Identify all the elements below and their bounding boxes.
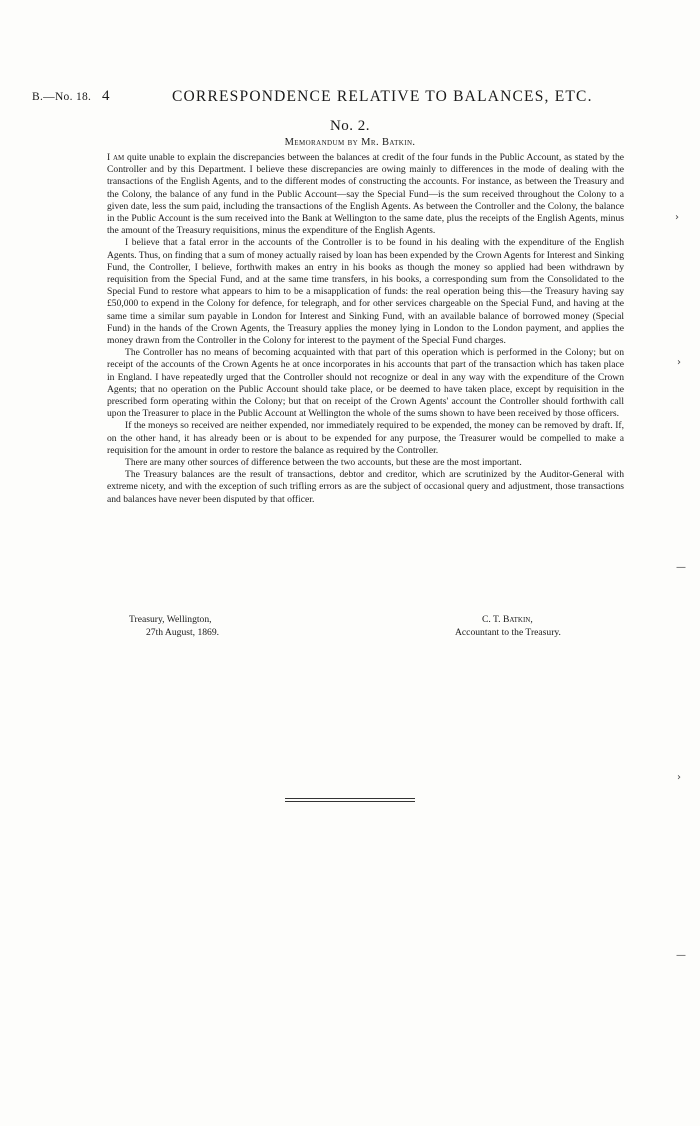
paragraph-1 xyxy=(107,152,624,237)
margin-mark: — xyxy=(676,562,686,573)
paragraph-6: The Treasury balances are the result of transactions, debtor and creditor, which are scrutinized by the Auditor-General with extreme nicety, and with the exception of such trifling errors as are the subject of occasional query and adjustment, those transactions and balances have never been disputed by that officer. xyxy=(107,469,624,505)
paper-reference: B.—No. 18. xyxy=(32,91,92,103)
paragraph-2: I believe that a fatal error in the accounts of the Controller is to be found in his dealing with the expenditure of the English Agents. Thus, on finding that a sum of money actually raised by loan has been expended by the Crown Agents for Interest and Sinking Fund, the Controller, I believe, forthwith makes an entry in his books as though the money so applied had been withdrawn by requisition from the Special Fund, and at the same time transfers, in his books, a corresponding sum from the Consolidated to the Special Fund to restore what appears to him to be a misapplication of funds: the real operation being this—the Treasury having say £50,000 to expend in the Colony for defence, for telegraph, and for other services chargeable on the Special Fund, and having at the same time a similar sum payable in London for Interest and Sinking Fund, with an available balance of borrowed money (Special Fund) in the hands of the Crown Agents, the Treasury applies the money lying in London to the London payment, and applies the money drawn from the Controller in the Colony for interest to the payment of the Special Fund charges. xyxy=(107,237,624,347)
signature-name: C. T. Batkin, xyxy=(482,614,533,625)
paragraph-lead: I am xyxy=(107,152,125,163)
paragraph-5: There are many other sources of difference between the two accounts, but these are the most important. xyxy=(125,457,522,469)
margin-mark: — xyxy=(676,950,686,961)
paragraph-text: quite unable to explain the discrepancies between the balances at credit of the four funds in the Public Account, as stated by the Controller and by this Department. I believe these discrepancies are owing mainly to differences in the mode of dealing with the transactions of the English Agents, and to the different modes of constructing the accounts. For instance, as between the Treasury and the Colony, the balance of any fund in the Public Account—say the Special Fund—is the sum received throughout the Colony to a given date, less the sum paid, including the transactions of the English Agents. As between the Controller and the Colony, the balance in the Public Account is the sum received into the Bank at Wellington to the same date, plus the receipts of the English Agents, minus the amount of the Treasury requisitions, minus the expenditure of the English Agents. xyxy=(107,152,624,237)
margin-mark: › xyxy=(675,212,679,223)
signature-date: 27th August, 1869. xyxy=(146,627,220,638)
paragraph-4: If the moneys so received are neither expended, nor immediately required to be expended, the money can be removed by draft. If, on the other hand, it has already been or is about to be expended for any purpose, the Treasurer would be compelled to make a requisition for the amount in order to restore the balance as required by the Controller. xyxy=(107,420,624,456)
margin-mark: › xyxy=(677,772,681,783)
memo-body xyxy=(107,152,624,506)
closing-rule-thick xyxy=(285,801,415,802)
closing-rule-thin xyxy=(285,798,415,799)
running-title: CORRESPONDENCE RELATIVE TO BALANCES, ETC. xyxy=(172,88,593,105)
page-header xyxy=(0,88,700,110)
paragraph-3: The Controller has no means of becoming acquainted with that part of this operation which is performed in the Colony; but on receipt of the accounts of the Crown Agents he at once incorporates in his accounts that part of the transaction which has taken place in England. I have repeatedly urged that the Controller should not recognize or deal in any way with the expenditure of the Crown Agents; that no operation on the Public Account should take place, or be deemed to have taken place, except by requisition in the prescribed form operating within the Colony; but that on receipt of the Crown Agents' account the Controller should forthwith call upon the Treasurer to place in the Public Account at Wellington the whole of the sums shown to have been received by those officers. xyxy=(107,347,624,420)
document-number: No. 2. xyxy=(329,118,371,134)
page-number: 4 xyxy=(102,88,110,104)
signature-office: Accountant to the Treasury. xyxy=(455,627,561,638)
margin-mark: › xyxy=(677,357,681,368)
signature-place: Treasury, Wellington, xyxy=(129,614,212,625)
memo-title: Memorandum by Mr. Batkin. xyxy=(284,137,416,148)
